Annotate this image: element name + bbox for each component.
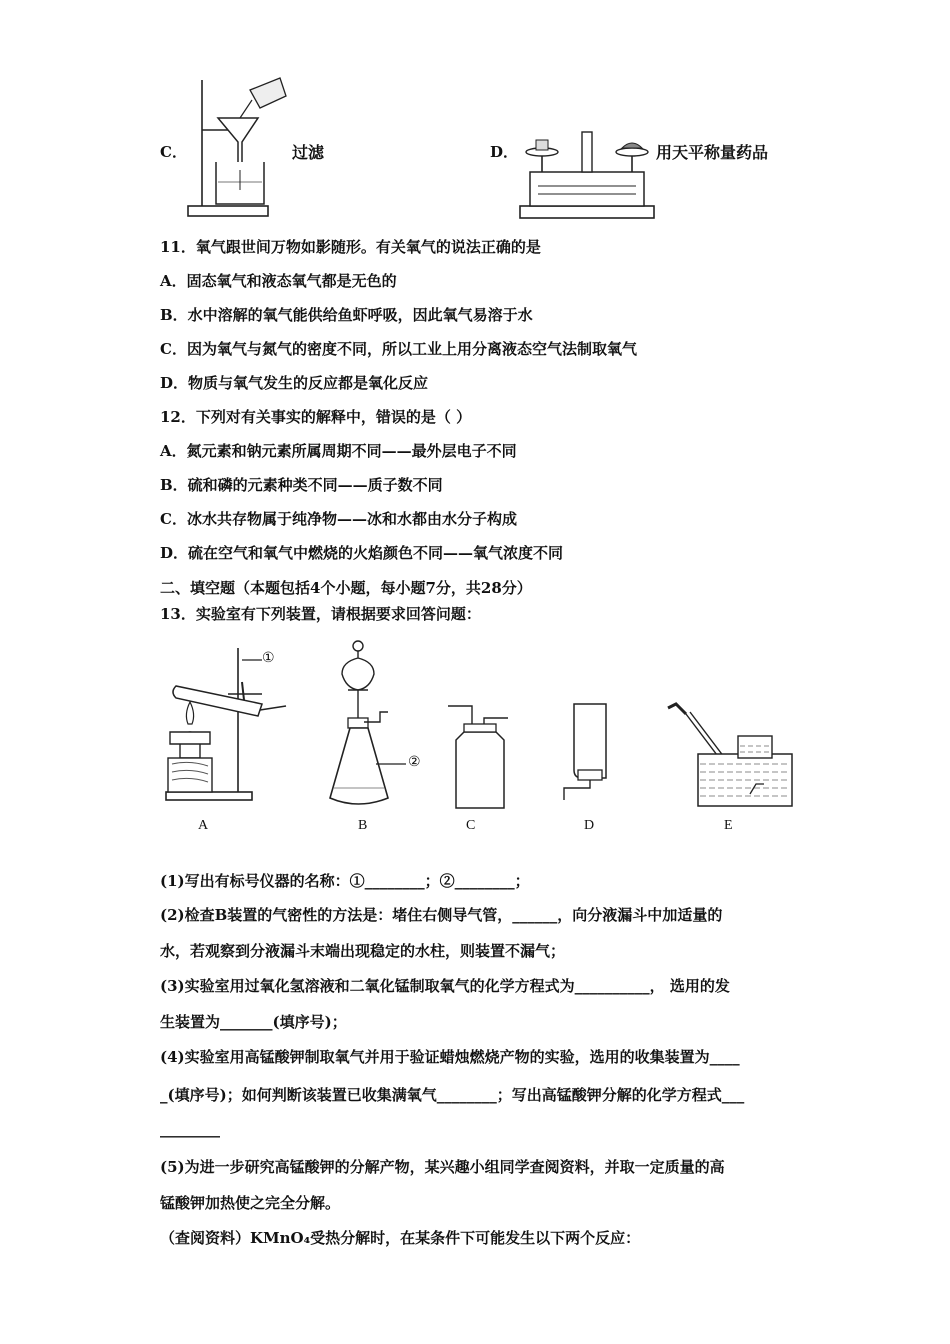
- q11-option-d: D．物质与氧气发生的反应都是氧化反应: [160, 374, 429, 392]
- q13-part5-line1: (5)为进一步研究高锰酸钾的分解产物，某兴趣小组同学查阅资料，并取一定质量的高: [160, 1158, 725, 1176]
- q13-part3-line1: (3)实验室用过氧化氢溶液和二氧化锰制取氧气的化学方程式为__________， 选用的发: [160, 977, 730, 995]
- q11-stem: 11．氧气跟世间万物如影随形。有关氧气的说法正确的是: [160, 238, 541, 256]
- q12-option-b: B．硫和磷的元素种类不同——质子数不同: [160, 476, 443, 494]
- q13-part1: (1)写出有标号仪器的名称：①________；②________；: [160, 872, 530, 890]
- label-c: C: [466, 818, 476, 833]
- option-d-letter: D．: [490, 143, 519, 161]
- marker-1-leader: [242, 658, 262, 662]
- apparatus-d: [560, 700, 620, 812]
- marker-1: ①: [262, 651, 275, 666]
- apparatus-c: [444, 700, 514, 812]
- section-heading: 二、填空题（本题包括4个小题，每小题7分，共28分）: [160, 579, 532, 597]
- q12-option-c: C．冰水共存物属于纯净物——冰和水都由水分子构成: [160, 510, 517, 528]
- q13-part5-line2: 锰酸钾加热使之完全分解。: [160, 1194, 341, 1212]
- q13-part4-line2: _(填序号)；如何判断该装置已收集满氧气________；写出高锰酸钾分解的化学方程式___: [160, 1086, 745, 1104]
- q12-stem: 12．下列对有关事实的解释中，错误的是（ ）: [160, 408, 472, 426]
- q11-option-b: B．水中溶解的氧气能供给鱼虾呼吸，因此氧气易溶于水: [160, 306, 533, 324]
- q12-option-a: A．氮元素和钠元素所属周期不同——最外层电子不同: [160, 442, 517, 460]
- q13-reference-note: （查阅资料）KMnO₄受热分解时，在某条件下可能发生以下两个反应：: [160, 1229, 641, 1247]
- marker-2: ②: [408, 755, 421, 770]
- balance-figure: [518, 128, 658, 220]
- q13-part2-line2: 水，若观察到分液漏斗末端出现稳定的水柱，则装置不漏气；: [160, 942, 566, 960]
- option-c-caption: 过滤: [292, 143, 325, 162]
- label-e: E: [724, 818, 733, 833]
- q13-part2-line1: (2)检查B装置的气密性的方法是：堵住右侧导气管，______，向分液漏斗中加适量的: [160, 906, 723, 924]
- apparatus-b: [326, 638, 406, 813]
- filtration-figure: [180, 70, 290, 220]
- label-b: B: [358, 818, 368, 833]
- option-c-letter: C．: [160, 143, 187, 161]
- q11-option-a: A．固态氧气和液态氧气都是无色的: [160, 272, 397, 290]
- marker-2-leader: [376, 762, 406, 766]
- q13-part4-line3: ________: [160, 1120, 220, 1138]
- q13-stem: 13．实验室有下列装置，请根据要求回答问题：: [160, 605, 481, 623]
- option-d-caption: 用天平称量药品: [656, 143, 769, 162]
- q13-part3-line2: 生装置为_______(填序号)；: [160, 1013, 347, 1031]
- q11-option-c: C．因为氧气与氮气的密度不同，所以工业上用分离液态空气法制取氧气: [160, 340, 637, 358]
- label-d: D: [584, 818, 595, 833]
- q12-option-d: D．硫在空气和氧气中燃烧的火焰颜色不同——氧气浓度不同: [160, 544, 564, 562]
- label-a: A: [198, 818, 209, 833]
- q13-part4-line1: (4)实验室用高锰酸钾制取氧气并用于验证蜡烛燃烧产物的实验，选用的收集装置为____: [160, 1048, 740, 1066]
- apparatus-e: [664, 700, 799, 812]
